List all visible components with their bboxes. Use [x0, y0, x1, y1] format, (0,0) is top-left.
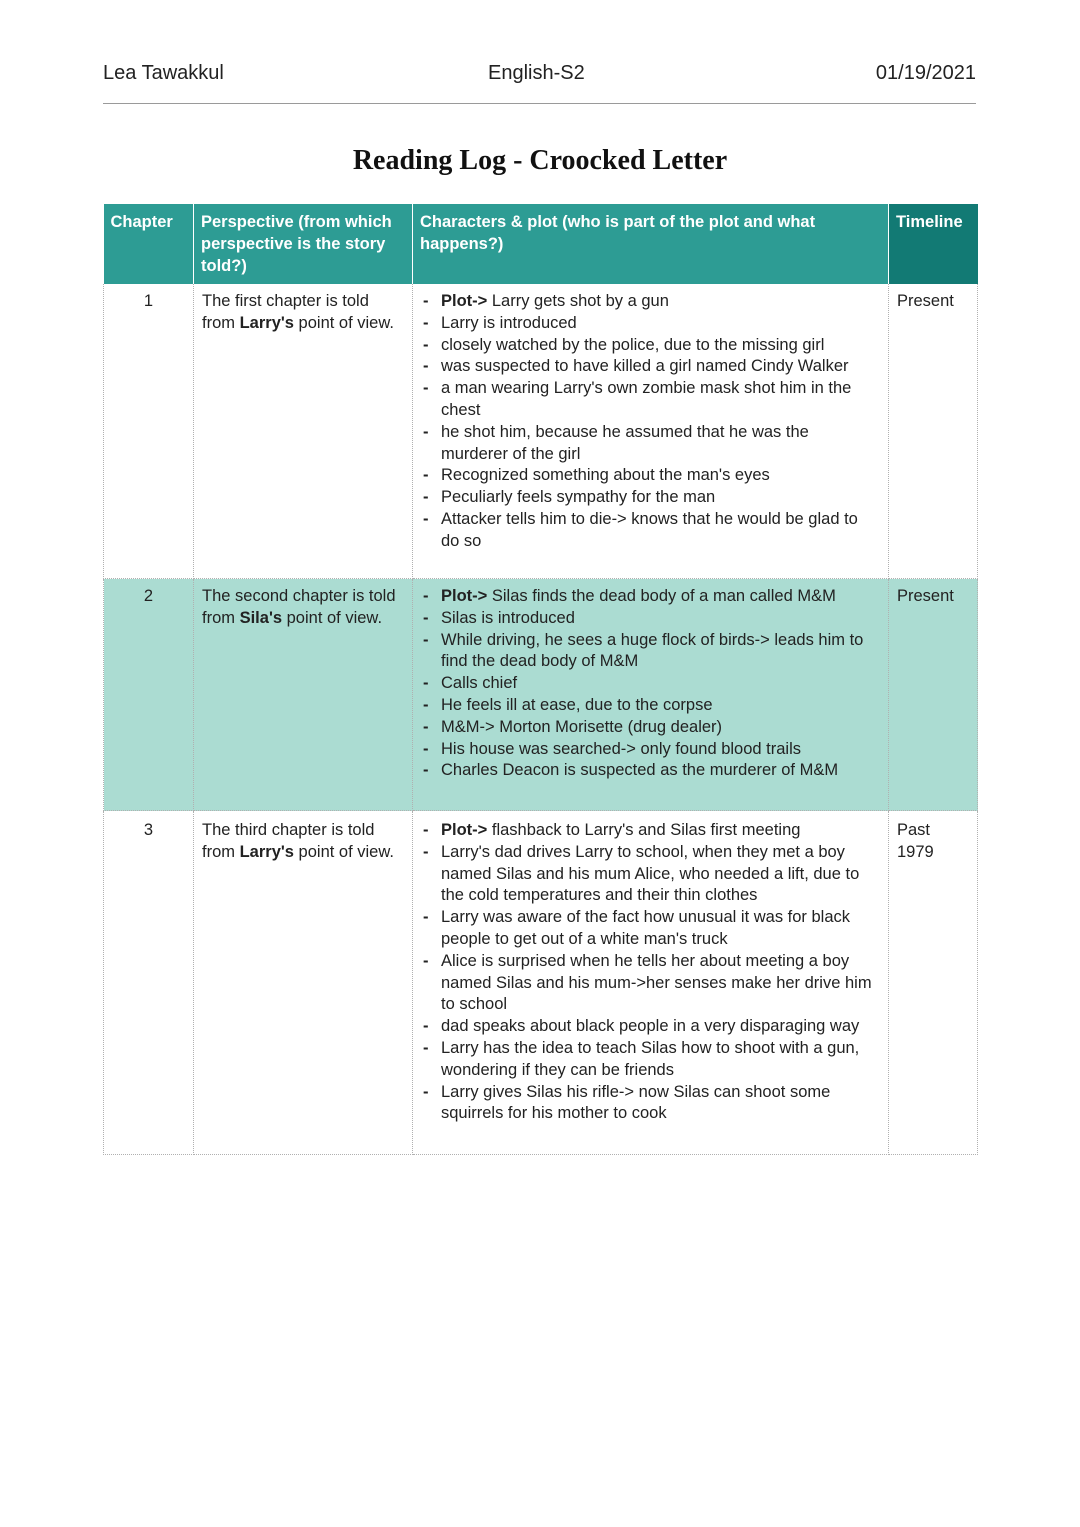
list-item: - Peculiarly feels sympathy for the man [421, 487, 880, 509]
list-item: - Attacker tells him to die-> knows that he would be glad to do so [421, 509, 880, 553]
plot-label: Plot-> [441, 292, 488, 310]
plot-cell [413, 811, 889, 1155]
plot-list [421, 291, 880, 553]
perspective-text: The second chapter is told from [202, 587, 396, 627]
column-header-timeline: Timeline [889, 204, 978, 284]
perspective-narrator: Larry's [239, 313, 294, 332]
plot-summary [421, 291, 880, 313]
chapter-number: 1 [104, 284, 194, 579]
reading-log-table [103, 204, 978, 1155]
list-item: - Larry was aware of the fact how unusual it was for black people to get out of a white man's truck [421, 907, 880, 951]
plot-label: Plot-> [441, 587, 488, 605]
perspective-text-end: point of view. [293, 842, 394, 861]
column-header-perspective: Perspective (from which perspective is the story told?) [194, 204, 413, 284]
plot-summary [421, 820, 880, 842]
document-date: 01/19/2021 [875, 62, 976, 84]
plot-label: Plot-> [441, 821, 488, 839]
timeline-cell [889, 811, 978, 1155]
column-header-chapter: Chapter [104, 204, 194, 284]
list-item: - closely watched by the police, due to the missing girl [421, 335, 880, 357]
plot-list [421, 820, 880, 1125]
table-row [104, 811, 978, 1155]
table-header-row [104, 204, 978, 284]
plot-summary-text: flashback to Larry's and Silas first meeting [487, 821, 801, 839]
timeline-year: 1979 [897, 842, 934, 861]
perspective-text-end: point of view. [282, 608, 383, 627]
column-header-plot: Characters & plot (who is part of the plot and what happens?) [413, 204, 889, 284]
student-name: Lea Tawakkul [103, 62, 224, 84]
list-item: - Silas is introduced [421, 608, 880, 630]
list-item: - Charles Deacon is suspected as the murderer of M&M [421, 760, 880, 782]
perspective-narrator: Larry's [239, 842, 294, 861]
plot-cell [413, 284, 889, 579]
table-row [104, 284, 978, 579]
list-item: - Alice is surprised when he tells her about meeting a boy named Silas and his mum->her senses make her drive him to school [421, 951, 880, 1016]
header-divider [103, 103, 976, 104]
timeline-cell: Present [889, 579, 978, 811]
list-item: - Calls chief [421, 673, 880, 695]
list-item: - Larry is introduced [421, 313, 880, 335]
list-item: - Recognized something about the man's eyes [421, 465, 880, 487]
plot-cell [413, 579, 889, 811]
list-item: - Larry has the idea to teach Silas how to shoot with a gun, wondering if they can be friends [421, 1038, 880, 1082]
list-item: - His house was searched-> only found blood trails [421, 739, 880, 761]
perspective-cell [194, 579, 413, 811]
list-item: - Larry gives Silas his rifle-> now Silas can shoot some squirrels for his mother to cook [421, 1082, 880, 1126]
list-item: - While driving, he sees a huge flock of birds-> leads him to find the dead body of M&M [421, 630, 880, 674]
list-item: - dad speaks about black people in a very disparaging way [421, 1016, 880, 1038]
course-name: English-S2 [488, 62, 585, 84]
list-item: - he shot him, because he assumed that he was the murderer of the girl [421, 422, 880, 466]
page-header [103, 62, 976, 94]
page-title: Reading Log - Croocked Letter [352, 145, 728, 176]
perspective-text: The first chapter is told from [202, 292, 369, 332]
plot-list [421, 586, 880, 782]
perspective-narrator: Sila's [239, 608, 283, 627]
list-item: - Larry's dad drives Larry to school, when they met a boy named Silas and his mum Alice, who needed a lift, due to the cold temperatures and their thin clothes [421, 842, 880, 907]
plot-summary-text: Larry gets shot by a gun [487, 292, 669, 310]
list-item: - He feels ill at ease, due to the corpse [421, 695, 880, 717]
plot-summary-text: Silas finds the dead body of a man called M&M [487, 587, 836, 605]
list-item: - M&M-> Morton Morisette (drug dealer) [421, 717, 880, 739]
chapter-number: 3 [104, 811, 194, 1155]
chapter-number: 2 [104, 579, 194, 811]
list-item: - was suspected to have killed a girl named Cindy Walker [421, 356, 880, 378]
timeline-cell: Present [889, 284, 978, 579]
perspective-text-end: point of view. [293, 313, 394, 332]
list-item: - a man wearing Larry's own zombie mask shot him in the chest [421, 378, 880, 422]
perspective-text: The third chapter is told from [202, 821, 375, 861]
timeline-period: Past [897, 821, 931, 839]
perspective-cell [194, 811, 413, 1155]
perspective-cell [194, 284, 413, 579]
plot-summary [421, 586, 880, 608]
table-row [104, 579, 978, 811]
